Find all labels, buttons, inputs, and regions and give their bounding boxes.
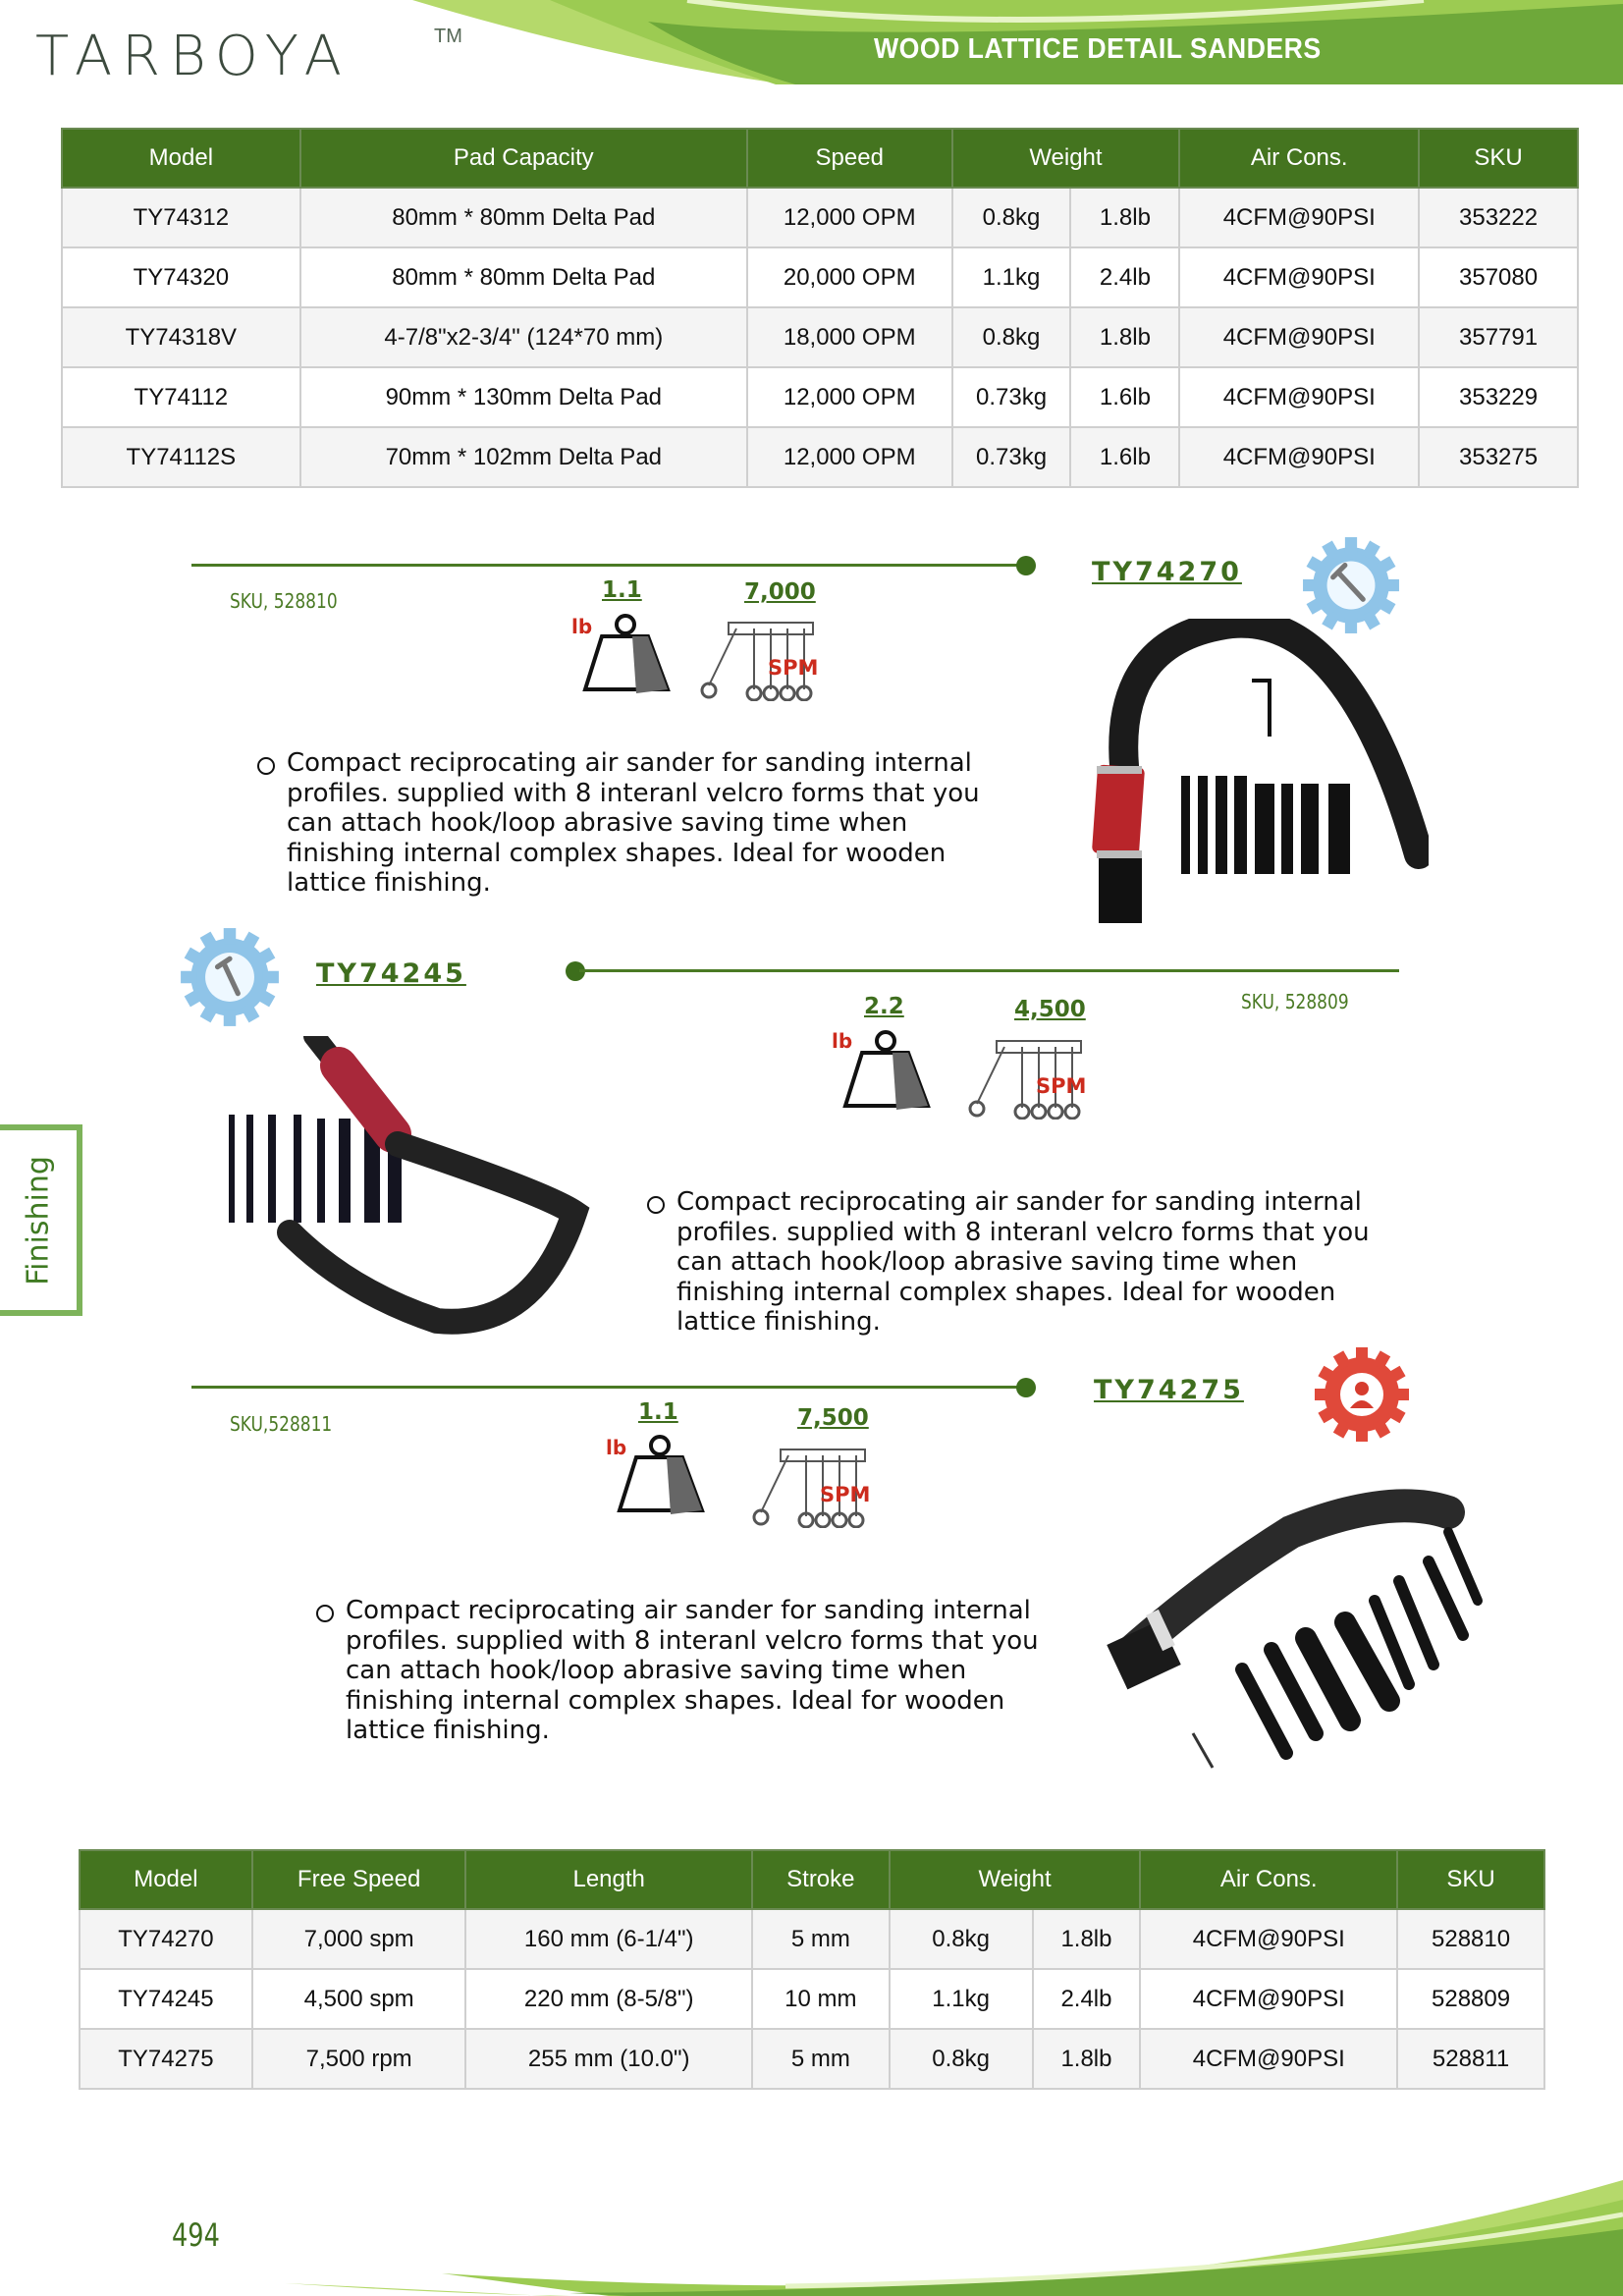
weight-icon (604, 1432, 712, 1525)
section-tab-finishing[interactable] (0, 1124, 82, 1316)
cell-model: TY74270 (80, 1909, 252, 1969)
cell-speed: 18,000 OPM (747, 307, 952, 367)
product-model: TY74275 (1094, 1375, 1244, 1405)
spec-table-detail-sanders (79, 1849, 1545, 2090)
cell-speed: 12,000 OPM (747, 188, 952, 247)
cell-weight-kg: 0.8kg (890, 2029, 1033, 2089)
cell-length: 160 mm (6-1/4") (465, 1909, 751, 1969)
col-header: Free Speed (252, 1850, 466, 1909)
cell-weight-lb: 1.6lb (1070, 367, 1179, 427)
speed-unit: SPM (1036, 1074, 1087, 1098)
divider-line (191, 1386, 1026, 1389)
cell-speed: 12,000 OPM (747, 427, 952, 487)
product-description: Compact reciprocating air sander for sanding internal profiles. supplied with 8 interanl velcro forms that you can attach hook/loop abrasive saving time when finishing internal complex shapes. Ideal for wooden lattice finishing. (316, 1596, 1082, 1746)
cell-speed: 12,000 OPM (747, 367, 952, 427)
col-header: Model (62, 129, 300, 188)
cell-sku: 528811 (1397, 2029, 1544, 2089)
cell-model: TY74112S (62, 427, 300, 487)
cell-weight-lb: 2.4lb (1033, 1969, 1141, 2029)
divider-line (579, 969, 1399, 972)
product-description: Compact reciprocating air sander for sanding internal profiles. supplied with 8 interanl velcro forms that you can attach hook/loop abrasive saving time when finishing internal complex shapes. Ideal for wooden lattice finishing. (647, 1187, 1413, 1338)
table-row (62, 427, 1578, 487)
footer-swoosh-decoration (0, 2170, 1623, 2296)
col-header: Air Cons. (1179, 129, 1419, 188)
weight-value: 1.1 (602, 577, 642, 603)
col-header: Speed (747, 129, 952, 188)
cell-weight-kg: 1.1kg (890, 1969, 1033, 2029)
cell-speed: 20,000 OPM (747, 247, 952, 307)
divider-dot (1016, 556, 1036, 575)
cell-weight-lb: 1.8lb (1070, 188, 1179, 247)
cell-model: TY74320 (62, 247, 300, 307)
col-header: SKU (1397, 1850, 1544, 1909)
product-model: TY74245 (316, 958, 466, 989)
product-sku: SKU, 528809 (1241, 990, 1349, 1013)
cell-pad: 70mm * 102mm Delta Pad (300, 427, 747, 487)
spec-table-delta-sanders (61, 128, 1579, 488)
cell-stroke: 5 mm (752, 1909, 890, 1969)
cell-weight-kg: 0.8kg (890, 1909, 1033, 1969)
cell-sku: 353222 (1419, 188, 1578, 247)
col-header: Pad Capacity (300, 129, 747, 188)
divider-dot (1016, 1378, 1036, 1397)
cell-free-speed: 4,500 spm (252, 1969, 466, 2029)
speed-value: 7,500 (797, 1405, 869, 1431)
col-header: Length (465, 1850, 751, 1909)
cell-air: 4CFM@90PSI (1179, 367, 1419, 427)
cell-weight-lb: 1.8lb (1033, 2029, 1141, 2089)
table-row (80, 1909, 1544, 1969)
cell-weight-lb: 1.6lb (1070, 427, 1179, 487)
weight-unit: lb (832, 1029, 853, 1053)
newtons-cradle-icon (699, 621, 817, 701)
table-row (80, 2029, 1544, 2089)
col-header: Stroke (752, 1850, 890, 1909)
weight-value: 1.1 (638, 1399, 678, 1425)
cell-model: TY74312 (62, 188, 300, 247)
cell-model: TY74245 (80, 1969, 252, 2029)
cell-sku: 357080 (1419, 247, 1578, 307)
speed-value: 7,000 (744, 579, 816, 605)
cell-model: TY74275 (80, 2029, 252, 2089)
col-header: Weight (952, 129, 1180, 188)
weight-icon (830, 1027, 938, 1121)
cell-pad: 90mm * 130mm Delta Pad (300, 367, 747, 427)
product-sku: SKU,528811 (230, 1412, 333, 1436)
gear-person-icon (1313, 1345, 1411, 1444)
product-model: TY74270 (1092, 557, 1242, 587)
table-row (62, 247, 1578, 307)
page-title: WOOD LATTICE DETAIL SANDERS (874, 33, 1322, 65)
cell-air: 4CFM@90PSI (1140, 2029, 1397, 2089)
cell-sku: 353275 (1419, 427, 1578, 487)
cell-sku: 353229 (1419, 367, 1578, 427)
product-image-ty74275 (1095, 1473, 1488, 1777)
speed-unit: SPM (768, 656, 819, 680)
product-description: Compact reciprocating air sander for sanding internal profiles. supplied with 8 interanl velcro forms that you can attach hook/loop abrasive saving time when finishing internal complex shapes. Ideal for wooden lattice finishing. (257, 748, 1023, 899)
product-sku: SKU, 528810 (230, 589, 338, 613)
cell-air: 4CFM@90PSI (1179, 427, 1419, 487)
table-row (80, 1969, 1544, 2029)
newtons-cradle-icon (751, 1448, 869, 1528)
cell-sku: 528809 (1397, 1969, 1544, 2029)
col-header: Model (80, 1850, 252, 1909)
table-row (62, 307, 1578, 367)
cell-length: 220 mm (8-5/8") (465, 1969, 751, 2029)
cell-stroke: 5 mm (752, 2029, 890, 2089)
speed-value: 4,500 (1014, 997, 1086, 1022)
cell-model: TY74318V (62, 307, 300, 367)
col-header: SKU (1419, 129, 1578, 188)
cell-air: 4CFM@90PSI (1179, 247, 1419, 307)
col-header: Air Cons. (1140, 1850, 1397, 1909)
page-number: 494 (172, 2216, 220, 2254)
col-header: Weight (890, 1850, 1141, 1909)
cell-free-speed: 7,000 spm (252, 1909, 466, 1969)
weight-unit: lb (571, 615, 593, 638)
weight-unit: lb (606, 1436, 627, 1459)
divider-line (191, 564, 1026, 567)
table-header-row (62, 129, 1578, 188)
product-image-ty74270 (1055, 619, 1429, 938)
cell-pad: 4-7/8"x2-3/4" (124*70 mm) (300, 307, 747, 367)
cell-weight-kg: 1.1kg (952, 247, 1071, 307)
cell-air: 4CFM@90PSI (1179, 307, 1419, 367)
product-image-ty74245 (221, 1036, 604, 1345)
cell-stroke: 10 mm (752, 1969, 890, 2029)
cell-sku: 357791 (1419, 307, 1578, 367)
speed-unit: SPM (820, 1483, 871, 1506)
newtons-cradle-icon (967, 1039, 1085, 1120)
brand-logo: TARBOYA (35, 25, 352, 88)
section-tab-label: Finishing (21, 1155, 56, 1285)
cell-air: 4CFM@90PSI (1179, 188, 1419, 247)
gear-hammer-icon (179, 926, 281, 1028)
cell-model: TY74112 (62, 367, 300, 427)
table-header-row (80, 1850, 1544, 1909)
cell-weight-kg: 0.73kg (952, 427, 1071, 487)
cell-weight-lb: 1.8lb (1070, 307, 1179, 367)
cell-sku: 528810 (1397, 1909, 1544, 1969)
table-row (62, 188, 1578, 247)
trademark: TM (434, 26, 462, 47)
cell-weight-kg: 0.8kg (952, 188, 1071, 247)
cell-pad: 80mm * 80mm Delta Pad (300, 247, 747, 307)
cell-free-speed: 7,500 rpm (252, 2029, 466, 2089)
cell-weight-lb: 1.8lb (1033, 1909, 1141, 1969)
cell-length: 255 mm (10.0") (465, 2029, 751, 2089)
cell-weight-lb: 2.4lb (1070, 247, 1179, 307)
cell-weight-kg: 0.8kg (952, 307, 1071, 367)
weight-value: 2.2 (864, 994, 904, 1019)
cell-air: 4CFM@90PSI (1140, 1969, 1397, 2029)
cell-weight-kg: 0.73kg (952, 367, 1071, 427)
cell-air: 4CFM@90PSI (1140, 1909, 1397, 1969)
weight-icon (569, 611, 677, 704)
cell-pad: 80mm * 80mm Delta Pad (300, 188, 747, 247)
table-row (62, 367, 1578, 427)
